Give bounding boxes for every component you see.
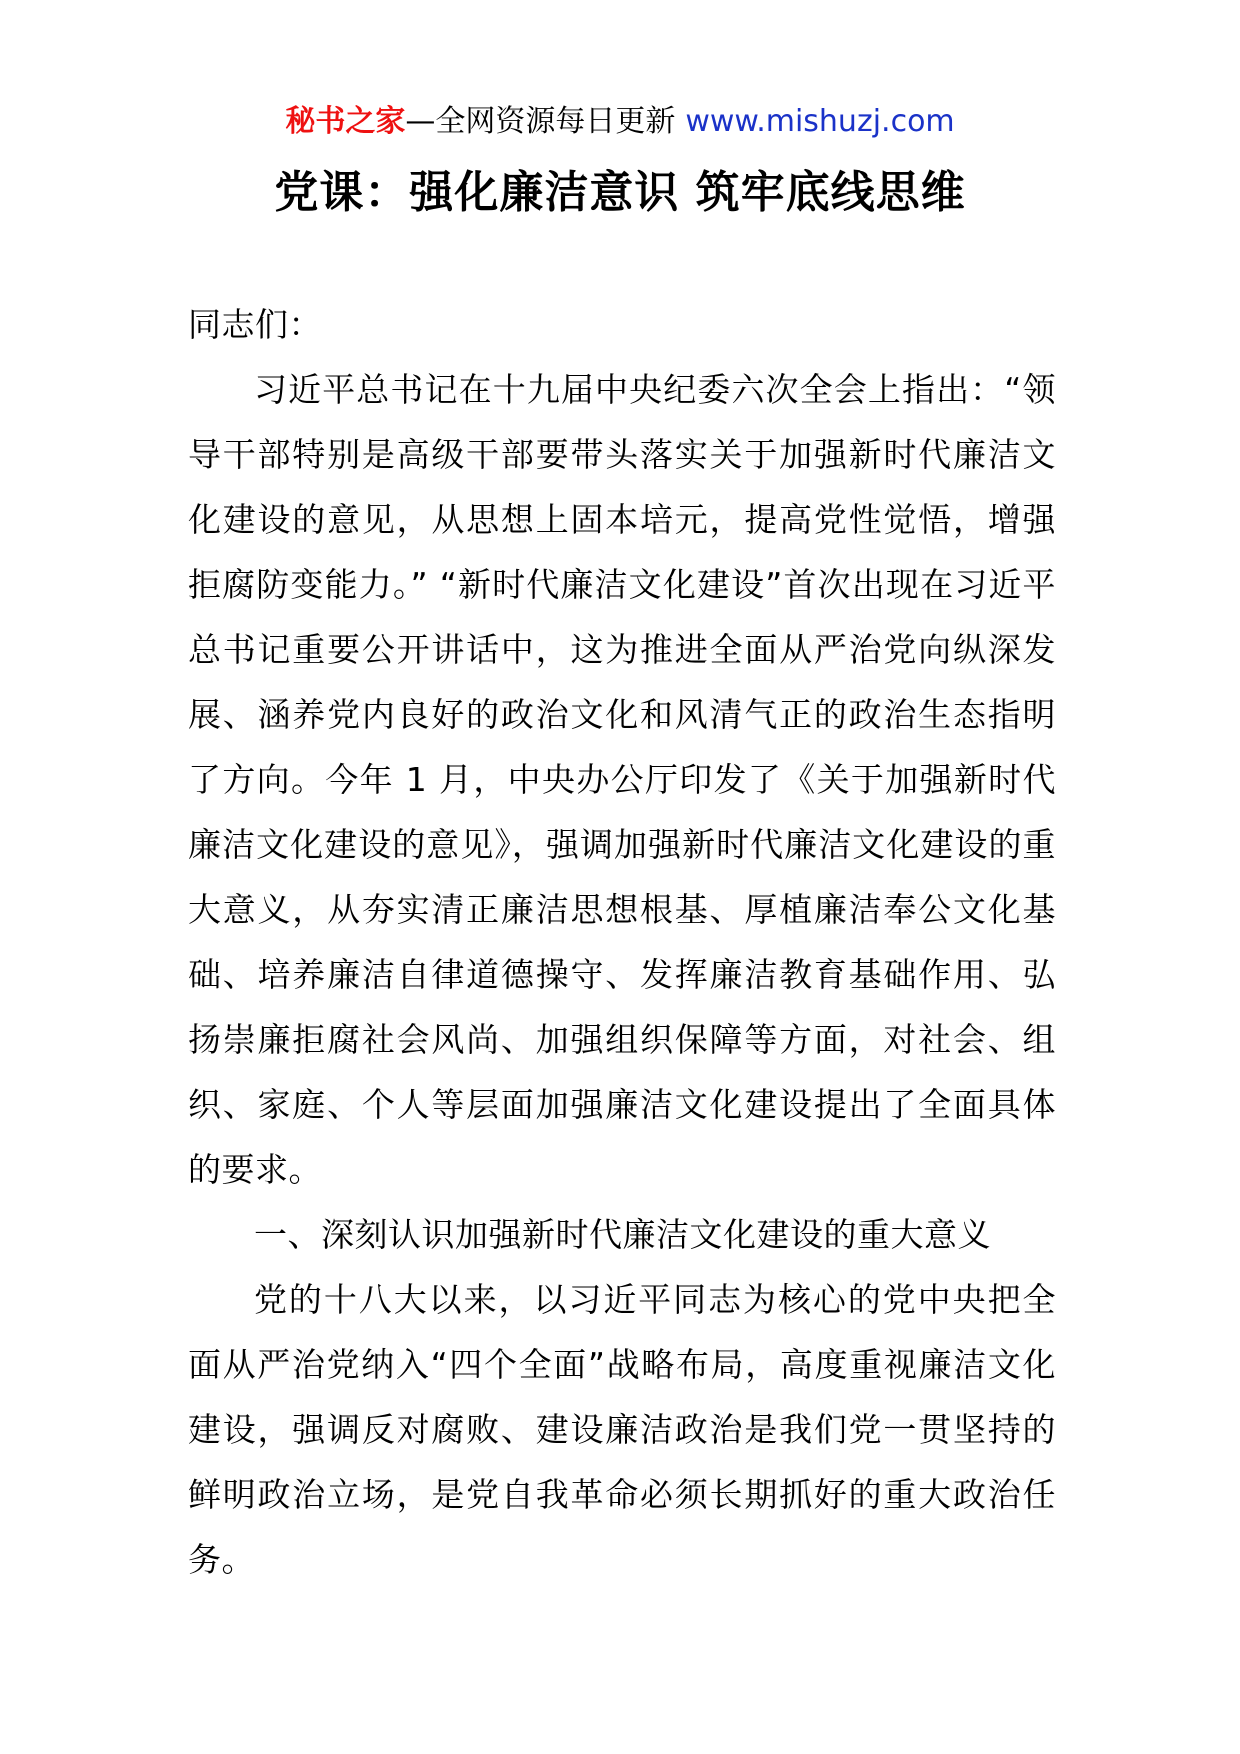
paragraph-intro: 习近平总书记在十九届中央纪委六次全会上指出：“领导干部特别是高级干部要带头落实关于加强新时代廉洁文化建设的意见，从思想上固本培元，提高党性觉悟，增强拒腐防变能力。” “新时代廉洁文化建设”首次出现在习近平总书记重要公开讲话中，这为推进全面从严治党向纵深发展、涵养党内良好的政治文化和风清气正的政治生态指明了方向。今年 1 月，中央办公厅印发了《关于加强新时代廉洁文化建设的意见》，强调加强新时代廉洁文化建设的重大意义，从夯实清正廉洁思想根基、厚植廉洁奉公文化基础、培养廉洁自律道德操守、发挥廉洁教育基础作用、弘扬崇廉拒腐社会风尚、加强组织保障等方面，对社会、组织、家庭、个人等层面加强廉洁文化建设提出了全面具体的要求。 — [188, 370, 1056, 1189]
paragraph-section-one: 党的十八大以来，以习近平同志为核心的党中央把全面从严治党纳入“四个全面”战略布局，高度重视廉洁文化建设，强调反对腐败、建设廉洁政治是我们党一贯坚持的鲜明政治立场，是党自我革命必须长期抓好的重大政治任务。 — [188, 1280, 1056, 1579]
document-body — [188, 292, 1056, 1592]
site-tagline: —全网资源每日更新 — [405, 104, 676, 139]
site-header — [0, 102, 1240, 142]
document-title: 党课：强化廉洁意识 筑牢底线思维 — [274, 167, 966, 218]
site-brand: 秘书之家 — [285, 104, 406, 139]
greeting: 同志们： — [188, 305, 322, 344]
site-url-link[interactable]: www.mishuzj.com — [685, 104, 955, 139]
section-heading: 一、深刻认识加强新时代廉洁文化建设的重大意义 — [254, 1215, 991, 1254]
